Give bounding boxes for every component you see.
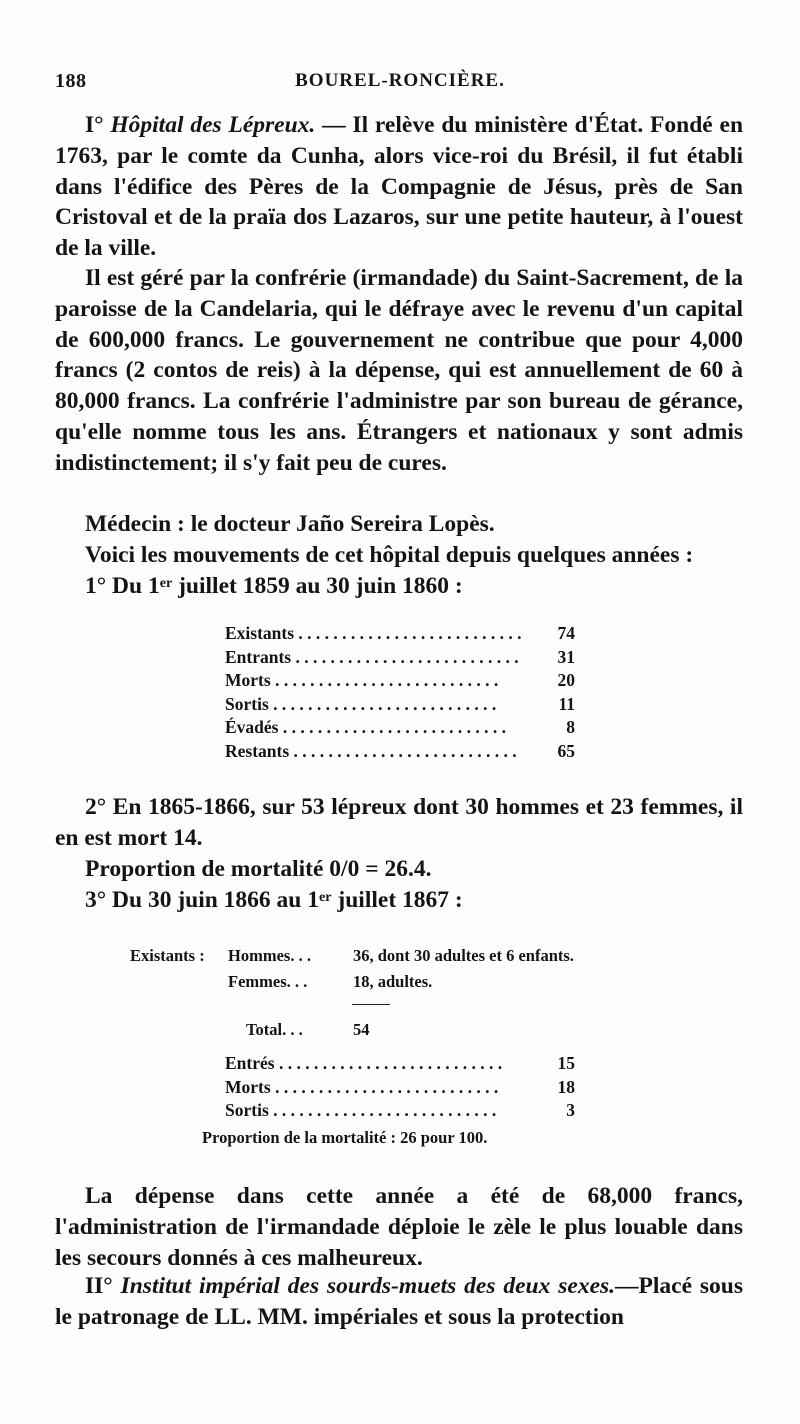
- row-value: 65: [557, 740, 575, 761]
- paragraph-confrerie: [55, 263, 743, 479]
- existants-label: Existants :: [130, 946, 205, 965]
- paragraph-text: 2° En 1865-1866, sur 53 lépreux dont 30 hommes et 23 femmes, il en est mort 14.: [55, 794, 743, 851]
- row-value: 31: [557, 646, 575, 667]
- mortality-proportion: Proportion de la mortalité : 26 pour 100.: [202, 1128, 488, 1147]
- row-value: 15: [557, 1053, 575, 1073]
- superscript: er: [319, 889, 332, 905]
- table-row: [225, 1099, 575, 1123]
- paragraph-institut-sourds-muets: [55, 1271, 743, 1333]
- row-label: Morts . . .: [225, 1076, 535, 1100]
- total-value: 54: [353, 1020, 370, 1039]
- paragraph-medecin: [55, 509, 743, 540]
- table-row: [225, 1052, 575, 1076]
- table-row: [225, 716, 575, 740]
- row-label: Entrés . . .: [225, 1052, 535, 1076]
- row-value: 20: [557, 670, 575, 690]
- table-row: [225, 693, 575, 717]
- paragraph-depense: [55, 1181, 743, 1273]
- paragraph-text: — Il relève du ministère d'État. Fondé en 1763, par le comte da Cunha, alors vice-roi du Brésil, il fut établi dans l'édifice des Pères de la Compagnie de Jésus, près de San Cristoval et de la praïa dos Lazaros, sur une petite hauteur, à l'ouest de la ville.: [55, 112, 744, 262]
- section-number-1: I°: [85, 112, 104, 138]
- running-title: BOUREL-RONCIÈRE.: [295, 70, 505, 91]
- table-1859-1860: [225, 622, 575, 763]
- paragraph-hopital-lepreux: [55, 110, 743, 264]
- femmes-value: 18, adultes.: [353, 972, 433, 991]
- table-row: [225, 740, 575, 764]
- row-value: 8: [566, 717, 575, 737]
- paragraph-period-3: [55, 885, 743, 916]
- paragraph-text: Proportion de mortalité 0/0 = 26.4.: [85, 856, 432, 882]
- row-label: Restants . . .: [225, 740, 535, 764]
- period-3-text: 3° Du 30 juin 1866 au 1: [85, 887, 320, 913]
- page-header: [55, 70, 745, 100]
- table-row: [225, 669, 575, 693]
- table-row: [225, 622, 575, 646]
- paragraph-text: La dépense dans cette année a été de 68,000 francs, l'administration de l'irmandade déploie le zèle le plus louable dans les secours donnés à ces malheureux.: [55, 1183, 743, 1271]
- hommes-label: Hommes. . .: [228, 946, 311, 965]
- table-1866-1867-movements: [225, 1052, 575, 1123]
- period-1-text-end: juillet 1859 au 30 juin 1860 :: [172, 573, 463, 599]
- row-label: Existants . . .: [225, 622, 535, 646]
- paragraph-text: —Placé sous le patronage de LL. MM. impériales et sous la protection: [55, 1273, 744, 1330]
- row-value: 18: [557, 1076, 575, 1097]
- page-number: 188: [55, 70, 87, 92]
- femmes-label: Femmes. . .: [228, 972, 308, 991]
- row-label: Sortis . . .: [225, 693, 535, 717]
- paragraph-proportion: [55, 854, 743, 885]
- section-title-institut: Institut impérial des sourds-muets des deux sexes.: [120, 1273, 616, 1299]
- section-title-hopital: Hôpital des Lépreux.: [110, 112, 316, 138]
- hommes-value: 36, dont 30 adultes et 6 enfants.: [353, 946, 574, 965]
- table-row: [225, 1076, 575, 1100]
- row-label: Sortis . . .: [225, 1099, 535, 1123]
- paragraph-period-2: [55, 792, 743, 854]
- period-3-text-end: juillet 1867 :: [331, 887, 463, 913]
- row-label: Évadés . . .: [225, 716, 535, 740]
- section-number-2: II°: [85, 1273, 113, 1299]
- row-value: 74: [557, 623, 575, 643]
- row-label: Entrants . . .: [225, 646, 535, 670]
- paragraph-text: Il est géré par la confrérie (irmandade) du Saint-Sacrement, de la paroisse de la Candelaria, qui le défraye avec le revenu d'un capital de 600,000 francs. Le gouvernement ne contribue que pour 4,000 francs (2 contos de reis) à la dépense, qui est annuellement de 60 à 80,000 francs. La confrérie l'administre par son bureau de gérance, qu'elle nomme tous les ans. Étrangers et nationaux y sont admis indistinctement; il s'y fait peu de cures.: [55, 265, 743, 476]
- table-row: [225, 646, 575, 670]
- period-1-text: 1° Du 1: [85, 573, 160, 599]
- total-label: Total. . .: [246, 1020, 303, 1039]
- paragraph-period-1: [55, 571, 743, 602]
- sum-rule: [352, 1004, 390, 1005]
- paragraph-text: Voici les mouvements de cet hôpital depuis quelques années :: [85, 542, 694, 568]
- row-label: Morts . . .: [225, 669, 535, 693]
- row-value: 3: [566, 1100, 575, 1120]
- paragraph-text: Médecin : le docteur Jaño Sereira Lopès.: [85, 511, 495, 537]
- row-value: 11: [558, 693, 575, 714]
- paragraph-mouvements: [55, 540, 743, 571]
- superscript: er: [159, 575, 173, 591]
